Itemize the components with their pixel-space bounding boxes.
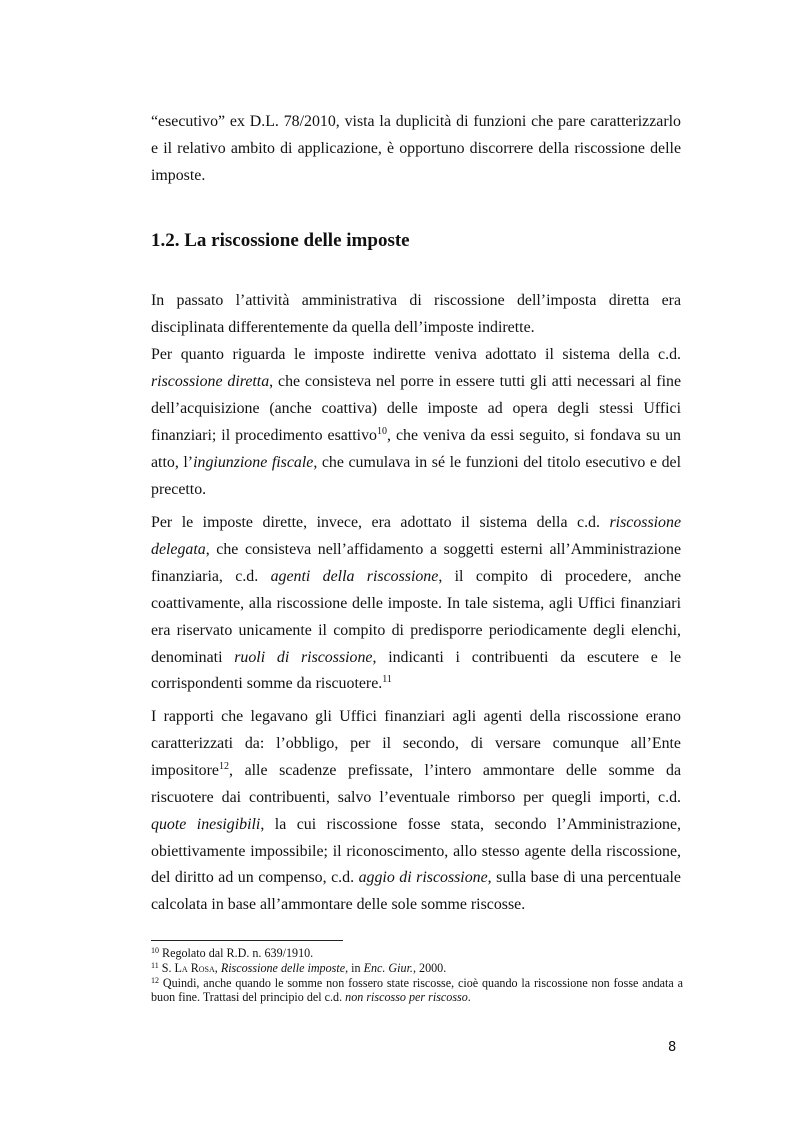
page-number: 8 <box>668 1040 677 1055</box>
intro-text: “esecutivo” ex D.L. 78/2010, vista la duplicità di funzioni che pare caratterizzarlo e il relativo ambito di applicazione, è opportuno discorrere della riscossione delle imposte. <box>151 113 681 184</box>
italic-term: quote inesigibili <box>151 815 261 833</box>
footnote-text: , in <box>345 960 364 975</box>
footnote-text: , <box>214 960 221 975</box>
footnote-12 <box>151 976 683 1006</box>
italic-term: riscossione delegata <box>151 514 681 558</box>
footnote-source: Enc. Giur. <box>363 960 413 975</box>
paragraph-2 <box>151 342 681 503</box>
footnote-separator <box>151 940 343 941</box>
text-span: I rapporti che legavano gli Uffici finanziari agli agenti della riscossione erano caratterizzati da: l’obbligo, per il secondo, di versare comunque all’Ente impositore <box>151 708 681 779</box>
footnote-text: Regolato dal R.D. n. 639/1910. <box>159 946 314 960</box>
footnote-title: Riscossione delle imposte <box>220 960 346 975</box>
footnote-reference: 10 <box>376 425 387 437</box>
footnote-number: 11 <box>151 960 159 970</box>
paragraph-4 <box>151 704 681 919</box>
footnote-reference: 12 <box>218 760 229 772</box>
section-heading: 1.2. La riscossione delle imposte <box>151 230 410 251</box>
footnote-text: Quindi, anche quando le somme non fossero state riscosse, cioè quando la riscossione non fosse andata a buon fine. Trattasi del principio del c.d. <box>151 975 683 1005</box>
paragraph-3 <box>151 510 681 698</box>
italic-term: riscossione diretta <box>151 372 270 390</box>
text-span: , alle scadenze prefissate, l’intero ammontare delle somme da riscuotere dai contribuenti, salvo l’eventuale rimborso per quegli importi, c.d. <box>151 761 681 806</box>
footnote-11 <box>151 961 683 976</box>
italic-term: agenti della riscossione <box>270 567 439 585</box>
text-span: , che veniva da essi seguito, si fondava su un atto, l’ <box>151 426 681 471</box>
text-span: , che cumulava in sé le funzioni del titolo esecutivo e del precetto. <box>151 453 681 498</box>
paragraph-1 <box>151 288 681 342</box>
text-span: , indicanti i contribuenti da escutere e le corrispondenti somme da riscuotere. <box>151 648 681 693</box>
text-span: , sulla base di una percentuale calcolata in base all’ammontare delle sole somme riscosse. <box>151 869 681 914</box>
text-span: , che consisteva nel porre in essere tutti gli atti necessari al fine dell’acquisizione (anche coattiva) delle imposte ad opera degli stessi Uffici finanziari; il procedimento esattivo <box>151 372 682 444</box>
italic-term: aggio di riscossione <box>358 869 488 887</box>
italic-term: ruoli di riscossione <box>234 648 373 666</box>
footnote-italic: non riscosso per riscosso <box>345 990 468 1005</box>
footnote-author-initial: S. <box>158 960 175 975</box>
footnote-text: . <box>467 990 471 1005</box>
text-span: Per le imposte dirette, invece, era adottato il sistema della c.d. <box>151 514 610 531</box>
footnote-number: 10 <box>151 946 159 955</box>
footnote-text: , 2000. <box>412 960 447 975</box>
footnote-author-surname: La Rosa <box>174 960 215 975</box>
footnote-reference: 11 <box>382 674 392 686</box>
text-span: , il compito di procedere, anche coattivamente, alla riscossione delle imposte. In tale sistema, agli Uffici finanziari era riservato unicamente il compito di predisporre periodicamente degli elenchi, denominati <box>151 567 682 666</box>
text-span: , che consisteva nell’affidamento a soggetti esterni all’Amministrazione finanziaria, c.d. <box>151 540 681 585</box>
text-span: Per quanto riguarda le imposte indirette veniva adottato il sistema della c.d. <box>151 346 681 363</box>
intro-paragraph <box>151 109 681 190</box>
footnote-10 <box>151 946 683 961</box>
italic-term: ingiunzione fiscale <box>193 453 314 471</box>
footnotes <box>151 946 683 1005</box>
footnote-number: 12 <box>151 975 159 985</box>
text-span: , la cui riscossione fosse stata, secondo l’Amministrazione, obiettivamente impossibile; il riconoscimento, allo stesso agente della riscossione, del diritto ad un compenso, c.d. <box>151 815 682 887</box>
paragraph-1-text: In passato l’attività amministrativa di riscossione dell’imposta diretta era disciplinata differentemente da quella dell’imposte indirette. <box>151 292 681 336</box>
